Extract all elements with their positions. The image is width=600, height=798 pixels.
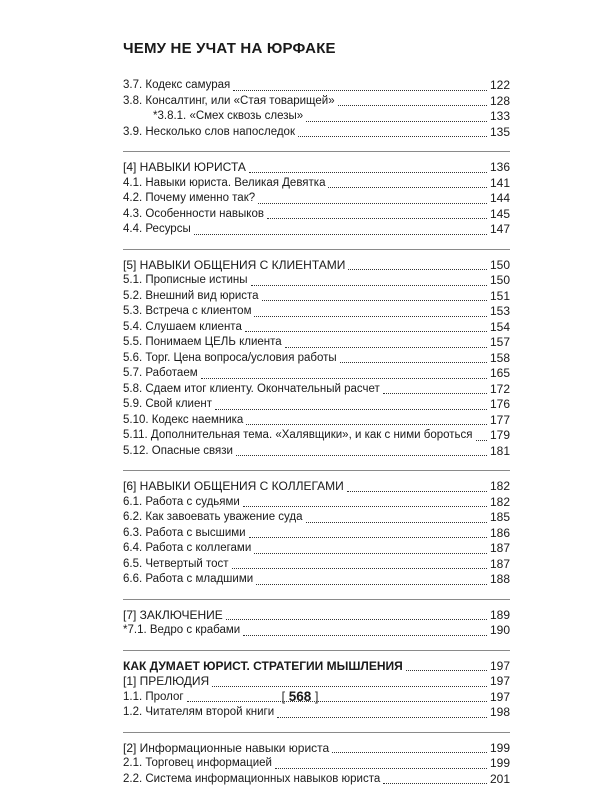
toc-entry-page: 179 (489, 428, 510, 442)
toc-entry-page: 177 (489, 412, 510, 427)
toc-entry (123, 510, 510, 526)
toc-entry (123, 397, 510, 413)
toc-entry-page: 153 (489, 304, 510, 318)
toc-entry-title: *7.1. Ведро с крабами (123, 624, 241, 636)
toc-entry-page: 198 (489, 705, 510, 719)
toc-entry (123, 413, 510, 429)
toc-entry-page: 136 (489, 160, 510, 174)
toc-entry-title: КАК ДУМАЕТ ЮРИСТ. СТРАТЕГИИ МЫШЛЕНИЯ (123, 658, 403, 673)
dot-leader (275, 768, 487, 769)
toc-entry-page: 154 (489, 319, 510, 334)
toc-entry (123, 674, 510, 690)
toc-entry-page: 199 (489, 740, 510, 755)
dot-leader (201, 378, 487, 379)
dot-leader (243, 635, 487, 636)
dot-leader (258, 203, 487, 204)
toc-entry (123, 222, 510, 238)
toc-entry-page: 187 (489, 556, 510, 571)
toc-entry-page: 181 (489, 443, 510, 458)
dot-leader (236, 455, 487, 456)
toc-entry-page: 141 (489, 175, 510, 190)
toc-entry-title: 3.7. Кодекс самурая (123, 79, 231, 91)
dot-leader (328, 187, 486, 188)
toc-entry-page: 157 (489, 335, 510, 349)
toc-entry-title: 3.9. Несколько слов напоследок (123, 125, 295, 138)
toc-entry (123, 125, 510, 141)
toc-entry-title: 5.12. Опасные связи (123, 444, 233, 457)
toc-entry-page: 147 (489, 222, 510, 236)
dot-leader (246, 424, 487, 425)
toc-entry (123, 191, 510, 207)
toc-entry-title: 6.6. Работа с младшими (123, 573, 254, 585)
toc-section (123, 151, 510, 238)
folio-bracket-close: ] (314, 689, 319, 704)
toc-entry (123, 479, 510, 495)
dot-leader (406, 670, 487, 671)
toc-section (123, 249, 510, 460)
toc-entry (123, 741, 510, 757)
toc-entry-title: 6.2. Как завоевать уважение суда (123, 511, 303, 523)
toc-entry-title: 6.1. Работа с судьями (123, 495, 240, 508)
toc-entry-title: 4.1. Навыки юриста. Великая Девятка (123, 176, 326, 189)
toc-entry-title: 2.2. Система информационных навыков юриста (123, 772, 381, 785)
toc-entry (123, 351, 510, 367)
toc-section (123, 732, 510, 788)
toc-section (123, 650, 510, 721)
toc-entry-page: 182 (489, 494, 510, 509)
toc-entry (123, 382, 510, 398)
toc-entry-title: 4.4. Ресурсы (123, 223, 191, 235)
toc-entry-page: 172 (489, 381, 510, 396)
toc-entry (123, 557, 510, 573)
toc-entry (123, 207, 510, 223)
dot-leader (233, 90, 487, 91)
dot-leader (285, 347, 487, 348)
toc-entry (123, 756, 510, 772)
toc-entry-page: 189 (489, 607, 510, 622)
toc-entry-title: 5.1. Прописные истины (123, 274, 248, 286)
toc-entry-title: 4.3. Особенности навыков (123, 207, 264, 220)
toc-entry-title: [5] НАВЫКИ ОБЩЕНИЯ С КЛИЕНТАМИ (123, 257, 346, 272)
dot-leader (267, 218, 487, 219)
dot-leader (226, 619, 487, 620)
toc-entry-title: 5.11. Дополнительная тема. «Халявщики», и как с ними бороться (123, 429, 473, 441)
dot-leader (243, 506, 487, 507)
toc-entry (123, 109, 510, 125)
toc-entry-page: 201 (489, 771, 510, 786)
running-head: ЧЕМУ НЕ УЧАТ НА ЮРФАКЕ (123, 40, 336, 57)
toc-entry (123, 428, 510, 444)
toc-entry (123, 289, 510, 305)
toc-entry (123, 304, 510, 320)
toc-entry-page: 144 (489, 191, 510, 205)
toc-entry (123, 772, 510, 788)
dot-leader (232, 568, 487, 569)
toc-entry (123, 78, 510, 94)
page-number (0, 689, 600, 704)
dot-leader (254, 316, 486, 317)
dot-leader (306, 522, 487, 523)
toc-entry (123, 495, 510, 511)
dot-leader (332, 752, 487, 753)
folio-number: 568 (288, 689, 312, 704)
toc-entry-title: 5.6. Торг. Цена вопроса/условия работы (123, 351, 337, 364)
toc-entry (123, 320, 510, 336)
toc-entry-title: 5.9. Свой клиент (123, 398, 212, 410)
toc-entry (123, 659, 510, 675)
toc-entry-page: 165 (489, 366, 510, 380)
folio-bracket-open: [ (281, 689, 286, 704)
toc-entry-title: 5.7. Работаем (123, 367, 198, 379)
toc-entry-title: 5.10. Кодекс наемника (123, 413, 244, 426)
toc-entry-page: 133 (489, 109, 510, 123)
dot-leader (338, 105, 487, 106)
toc-entry-page: 176 (489, 397, 510, 411)
toc-entry-title: [2] Информационные навыки юриста (123, 740, 330, 755)
toc-entry (123, 366, 510, 382)
toc-entry-title: 5.3. Встреча с клиентом (123, 305, 252, 317)
toc-entry-page: 145 (489, 206, 510, 221)
toc-entry-title: 5.8. Сдаем итог клиенту. Окончательный расчет (123, 382, 380, 395)
toc-section (123, 470, 510, 588)
toc-entry-page: 197 (489, 658, 510, 673)
dot-leader (383, 783, 487, 784)
toc-entry-page: 186 (489, 525, 510, 540)
toc-entry-page: 150 (489, 257, 510, 272)
dot-leader (251, 285, 487, 286)
dot-leader (277, 717, 487, 718)
dot-leader (215, 409, 487, 410)
dot-leader (194, 234, 487, 235)
toc-entry (123, 335, 510, 351)
toc-entry-title: [1] ПРЕЛЮДИЯ (123, 674, 210, 688)
toc-entry-page: 150 (489, 273, 510, 287)
dot-leader (340, 362, 487, 363)
dot-leader (298, 136, 487, 137)
dot-leader (245, 331, 487, 332)
toc-entry-title: 6.4. Работа с коллегами (123, 542, 252, 554)
toc-entry (123, 705, 510, 721)
dot-leader (383, 393, 487, 394)
toc-entry (123, 160, 510, 176)
dot-leader (476, 440, 487, 441)
toc-entry-title: 6.5. Четвертый тост (123, 557, 229, 570)
toc-entry-page: 188 (489, 572, 510, 586)
toc-entry-title: *3.8.1. «Смех сквозь слезы» (153, 110, 304, 122)
toc-entry-title: 4.2. Почему именно так? (123, 192, 256, 204)
dot-leader (254, 553, 487, 554)
toc-entry-title: 1.2. Читателям второй книги (123, 706, 275, 718)
toc-entry (123, 176, 510, 192)
toc-entry-page: 128 (489, 93, 510, 108)
toc-entry-title: 5.4. Слушаем клиента (123, 320, 242, 333)
toc-entry (123, 94, 510, 110)
toc-entry-page: 122 (489, 78, 510, 92)
toc-entry (123, 541, 510, 557)
toc-entry-title: [7] ЗАКЛЮЧЕНИЕ (123, 607, 223, 622)
toc-entry-page: 190 (489, 623, 510, 637)
toc-entry-title: 2.1. Торговец информацией (123, 757, 272, 769)
toc-entry (123, 273, 510, 289)
toc-entry-title: 1.1. Пролог (123, 690, 184, 703)
dot-leader (348, 269, 487, 270)
toc-entry-title: 5.2. Внешний вид юриста (123, 289, 259, 302)
toc-entry-page: 197 (489, 689, 510, 704)
dot-leader (347, 491, 487, 492)
toc-section (123, 599, 510, 639)
toc-entry-page: 158 (489, 350, 510, 365)
dot-leader (262, 300, 487, 301)
toc-entry-title: [4] НАВЫКИ ЮРИСТА (123, 160, 246, 174)
dot-leader (256, 584, 487, 585)
toc-entry-title: 6.3. Работа с высшими (123, 526, 246, 539)
toc-entry-title: [6] НАВЫКИ ОБЩЕНИЯ С КОЛЛЕГАМИ (123, 479, 344, 493)
toc-entry-page: 135 (489, 124, 510, 139)
toc-section (123, 78, 510, 140)
toc-entry-page: 185 (489, 510, 510, 524)
toc-entry (123, 444, 510, 460)
toc-entry-page: 199 (489, 756, 510, 770)
toc-entry-page: 197 (489, 674, 510, 688)
toc-entry-page: 151 (489, 288, 510, 303)
toc-entry (123, 623, 510, 639)
dot-leader (249, 172, 487, 173)
dot-leader (306, 121, 487, 122)
toc-entry-title: 3.8. Консалтинг, или «Стая товарищей» (123, 94, 335, 107)
toc-entry (123, 526, 510, 542)
toc-entry (123, 572, 510, 588)
dot-leader (249, 537, 487, 538)
dot-leader (212, 686, 487, 687)
toc-entry (123, 608, 510, 624)
toc-entry-title: 5.5. Понимаем ЦЕЛЬ клиента (123, 336, 282, 348)
toc-entry (123, 258, 510, 274)
toc-entry-page: 187 (489, 541, 510, 555)
toc-entry-page: 182 (489, 479, 510, 493)
